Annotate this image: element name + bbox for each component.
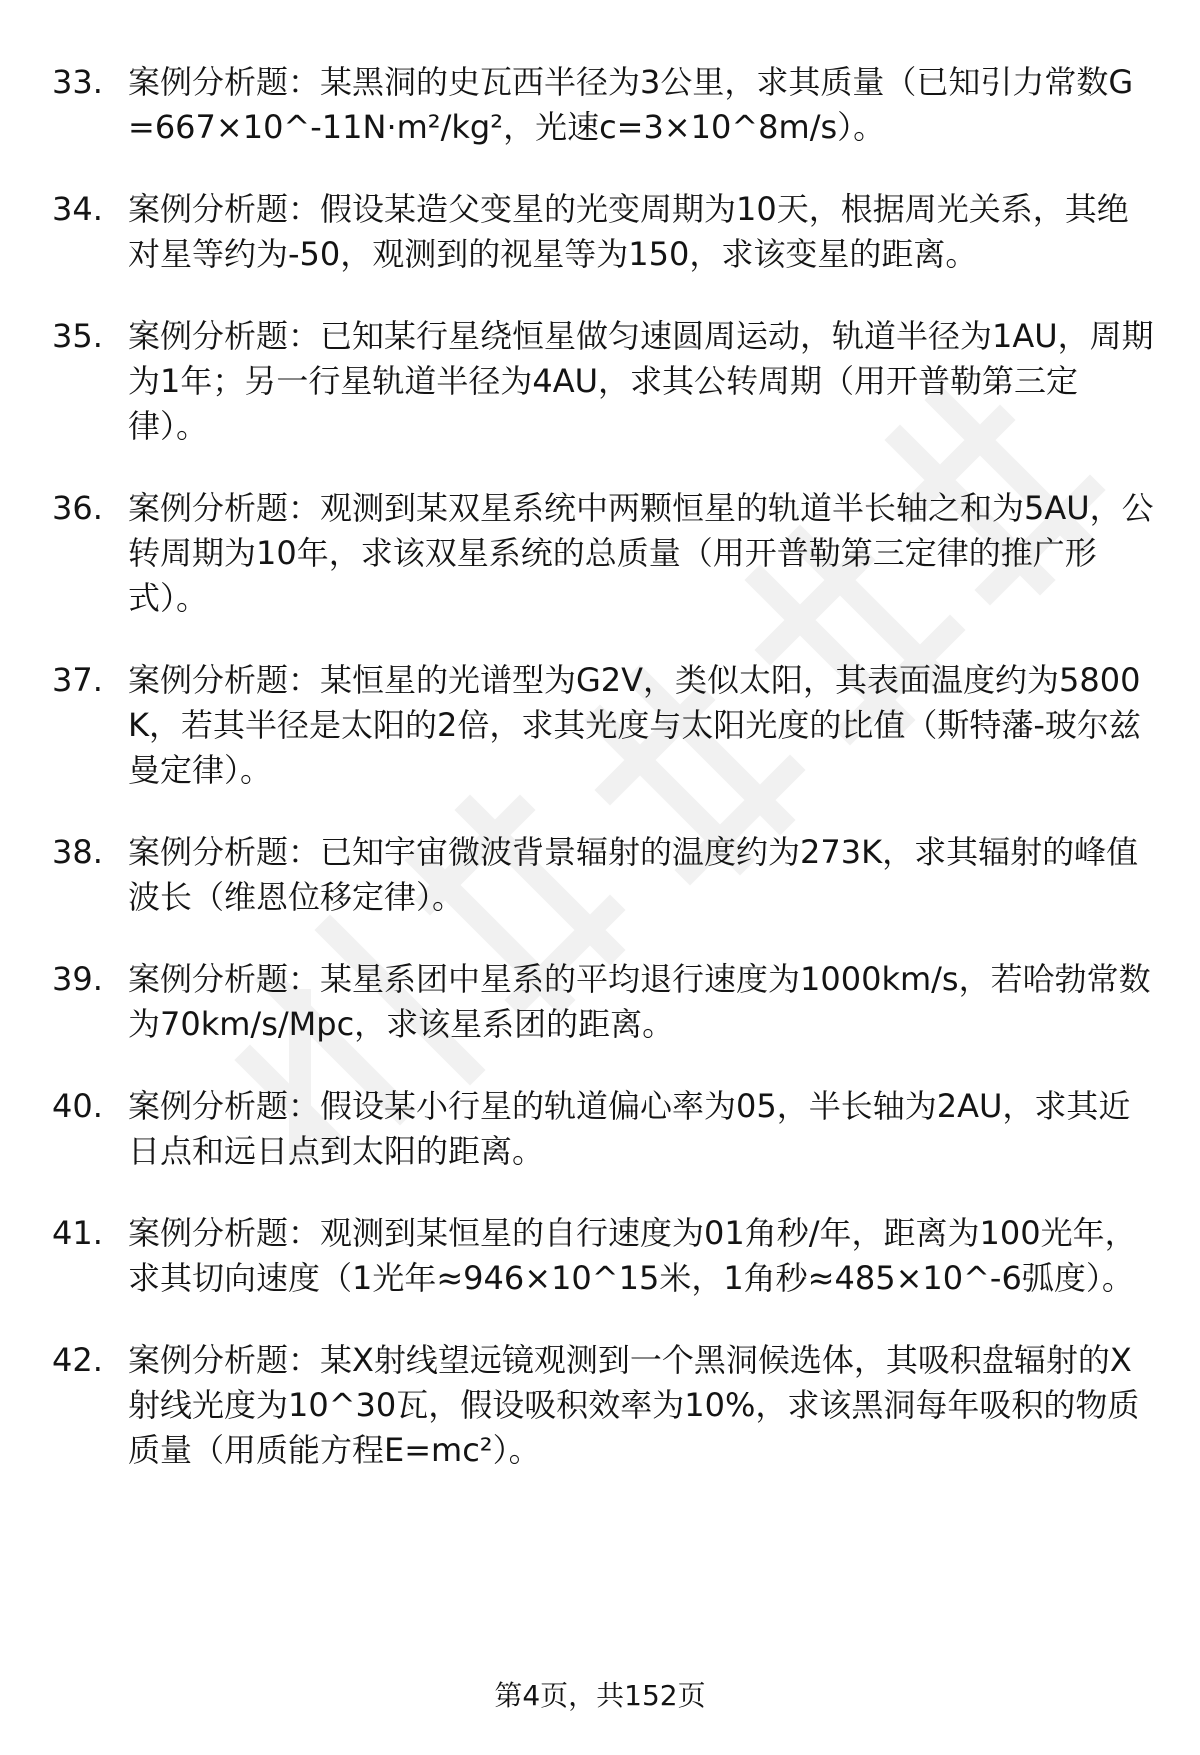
question-number: 41.	[52, 1214, 103, 1252]
question-text: 案例分析题：某X射线望远镜观测到一个黑洞候选体，其吸积盘辐射的X射线光度为10^30瓦，假设吸积效率为10%，求该黑洞每年吸积的物质质量（用质能方程E=mc²）。	[128, 1341, 1140, 1469]
question-item	[0, 830, 1200, 920]
question-item	[0, 314, 1200, 449]
question-item	[0, 1211, 1200, 1301]
question-text: 案例分析题：观测到某双星系统中两颗恒星的轨道半长轴之和为5AU，公转周期为10年，求该双星系统的总质量（用开普勒第三定律的推广形式）。	[128, 489, 1154, 617]
question-number: 38.	[52, 833, 103, 871]
question-text: 案例分析题：假设某小行星的轨道偏心率为05，半长轴为2AU，求其近日点和远日点到太阳的距离。	[128, 1087, 1131, 1170]
question-list	[0, 60, 1200, 1510]
question-number: 39.	[52, 960, 103, 998]
question-item	[0, 1084, 1200, 1174]
question-number: 33.	[52, 63, 103, 101]
question-item	[0, 957, 1200, 1047]
question-number: 36.	[52, 489, 103, 527]
question-text: 案例分析题：已知某行星绕恒星做匀速圆周运动，轨道半径为1AU，周期为1年；另一行星轨道半径为4AU，求其公转周期（用开普勒第三定律）。	[128, 317, 1154, 445]
question-text: 案例分析题：观测到某恒星的自行速度为01角秒/年，距离为100光年，求其切向速度（1光年≈946×10^15米，1角秒≈485×10^-6弧度）。	[128, 1214, 1137, 1297]
question-item	[0, 658, 1200, 793]
question-number: 34.	[52, 190, 103, 228]
question-item	[0, 1338, 1200, 1473]
question-text: 案例分析题：某星系团中星系的平均退行速度为1000km/s，若哈勃常数为70km/s/Mpc，求该星系团的距离。	[128, 960, 1151, 1043]
question-number: 35.	[52, 317, 103, 355]
question-number: 42.	[52, 1341, 103, 1379]
question-item	[0, 187, 1200, 277]
question-text: 案例分析题：某黑洞的史瓦西半径为3公里，求其质量（已知引力常数G=667×10^-11N·m²/kg²，光速c=3×10^8m/s）。	[128, 63, 1134, 146]
page-footer: 第4页，共152页	[494, 1679, 706, 1712]
question-number: 40.	[52, 1087, 103, 1125]
question-text: 案例分析题：假设某造父变星的光变周期为10天，根据周光关系，其绝对星等约为-50，观测到的视星等为150，求该变星的距离。	[128, 190, 1129, 273]
question-text: 案例分析题：已知宇宙微波背景辐射的温度约为273K，求其辐射的峰值波长（维恩位移定律）。	[128, 833, 1139, 916]
question-text: 案例分析题：某恒星的光谱型为G2V，类似太阳，其表面温度约为5800K，若其半径是太阳的2倍，求其光度与太阳光度的比值（斯特藩-玻尔兹曼定律）。	[128, 661, 1141, 789]
question-item	[0, 486, 1200, 621]
question-item	[0, 60, 1200, 150]
question-number: 37.	[52, 661, 103, 699]
